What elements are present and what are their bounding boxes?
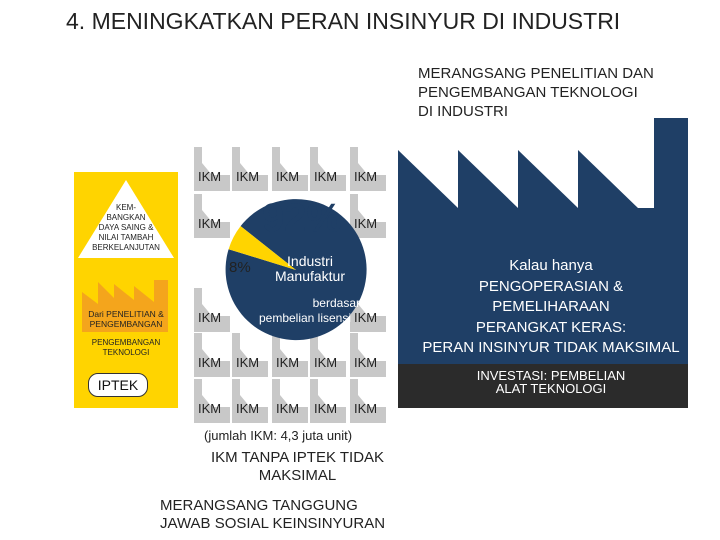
ikm-label: IKM [198, 216, 222, 231]
ikm-tanpa-line: MAKSIMAL [258, 467, 337, 484]
ikm-label: IKM [354, 355, 378, 370]
triangle-line: NILAI TAMBAH [98, 233, 154, 242]
ikm-label: IKM [236, 169, 260, 184]
triangle-line: BANGKAN [106, 213, 146, 222]
ikm-tanpa-line: IKM TANPA IPTEK TIDAK [210, 449, 385, 466]
pie-label-line: Industri [287, 253, 333, 269]
ikm-label: IKM [314, 355, 338, 370]
pengembangan-line: TEKNOLOGI [102, 348, 150, 357]
factory-caption-line: PERAN INSINYUR TIDAK MAKSIMAL [422, 339, 680, 356]
merangsang-tanggung-jawab [160, 497, 385, 533]
pie-label-berdasar [250, 296, 360, 326]
triangle-line: BERKELANJUTAN [92, 243, 160, 252]
pie-label-line: berdasar [312, 296, 360, 310]
ikm-tanpa-iptek [190, 449, 405, 485]
factory-caption-line: Kalau hanya [509, 257, 593, 274]
pie-label-line: Manufaktur [274, 268, 346, 284]
ikm-label: IKM [314, 401, 338, 416]
merangsang-line: JAWAB SOSIAL KEINSINYURAN [160, 515, 386, 532]
small-factory-line: Dari PENELITIAN & [88, 309, 164, 319]
pie-label-industri [262, 254, 358, 284]
ikm-label: IKM [354, 216, 378, 231]
ikm-label: IKM [354, 169, 378, 184]
ikm-label: IKM [198, 401, 222, 416]
ikm-label: IKM [276, 355, 300, 370]
ikm-label: IKM [236, 401, 260, 416]
factory-caption-line: PERANGKAT KERAS: [475, 318, 627, 336]
ikm-label: IKM [276, 169, 300, 184]
pengembangan-line: PENGEMBANGAN [91, 338, 161, 347]
ikm-label: IKM [354, 401, 378, 416]
small-factory-line: PENGEMBANGAN [89, 319, 163, 329]
pie-small-percent: 8% [229, 259, 251, 276]
page-title: 4. MENINGKATKAN PERAN INSINYUR DI INDUSTRI [66, 8, 621, 34]
iptek-badge: IPTEK [88, 373, 148, 397]
ikm-label: IKM [198, 310, 222, 325]
ikm-label: IKM [236, 355, 260, 370]
pie-big-percent: 92% [262, 196, 343, 240]
ikm-label: IKM [198, 355, 222, 370]
research-caption-line: MERANGSANG PENELITIAN DAN [418, 65, 654, 82]
pie-label-line: pembelian lisensi [258, 311, 352, 325]
ikm-label: IKM [354, 310, 378, 325]
factory-caption-line: PEMELIHARAAN [492, 298, 610, 315]
research-caption-line: PENGEMBANGAN TEKNOLOGI [418, 84, 638, 101]
triangle-line: DAYA SAING & [98, 223, 154, 232]
factory-caption-line: PENGOPERASIAN & [478, 277, 624, 295]
research-caption-line: DI INDUSTRI [418, 103, 508, 120]
investasi-line: ALAT TEKNOLOGI [495, 381, 607, 396]
jumlah-ikm: (jumlah IKM: 4,3 juta unit) [204, 428, 353, 443]
ikm-label: IKM [314, 169, 338, 184]
ikm-label: IKM [198, 169, 222, 184]
merangsang-line: MERANGSANG TANGGUNG [160, 497, 358, 514]
triangle-line: KEM- [116, 203, 136, 212]
investasi-line: INVESTASI: PEMBELIAN [476, 368, 626, 383]
ikm-label: IKM [276, 401, 300, 416]
